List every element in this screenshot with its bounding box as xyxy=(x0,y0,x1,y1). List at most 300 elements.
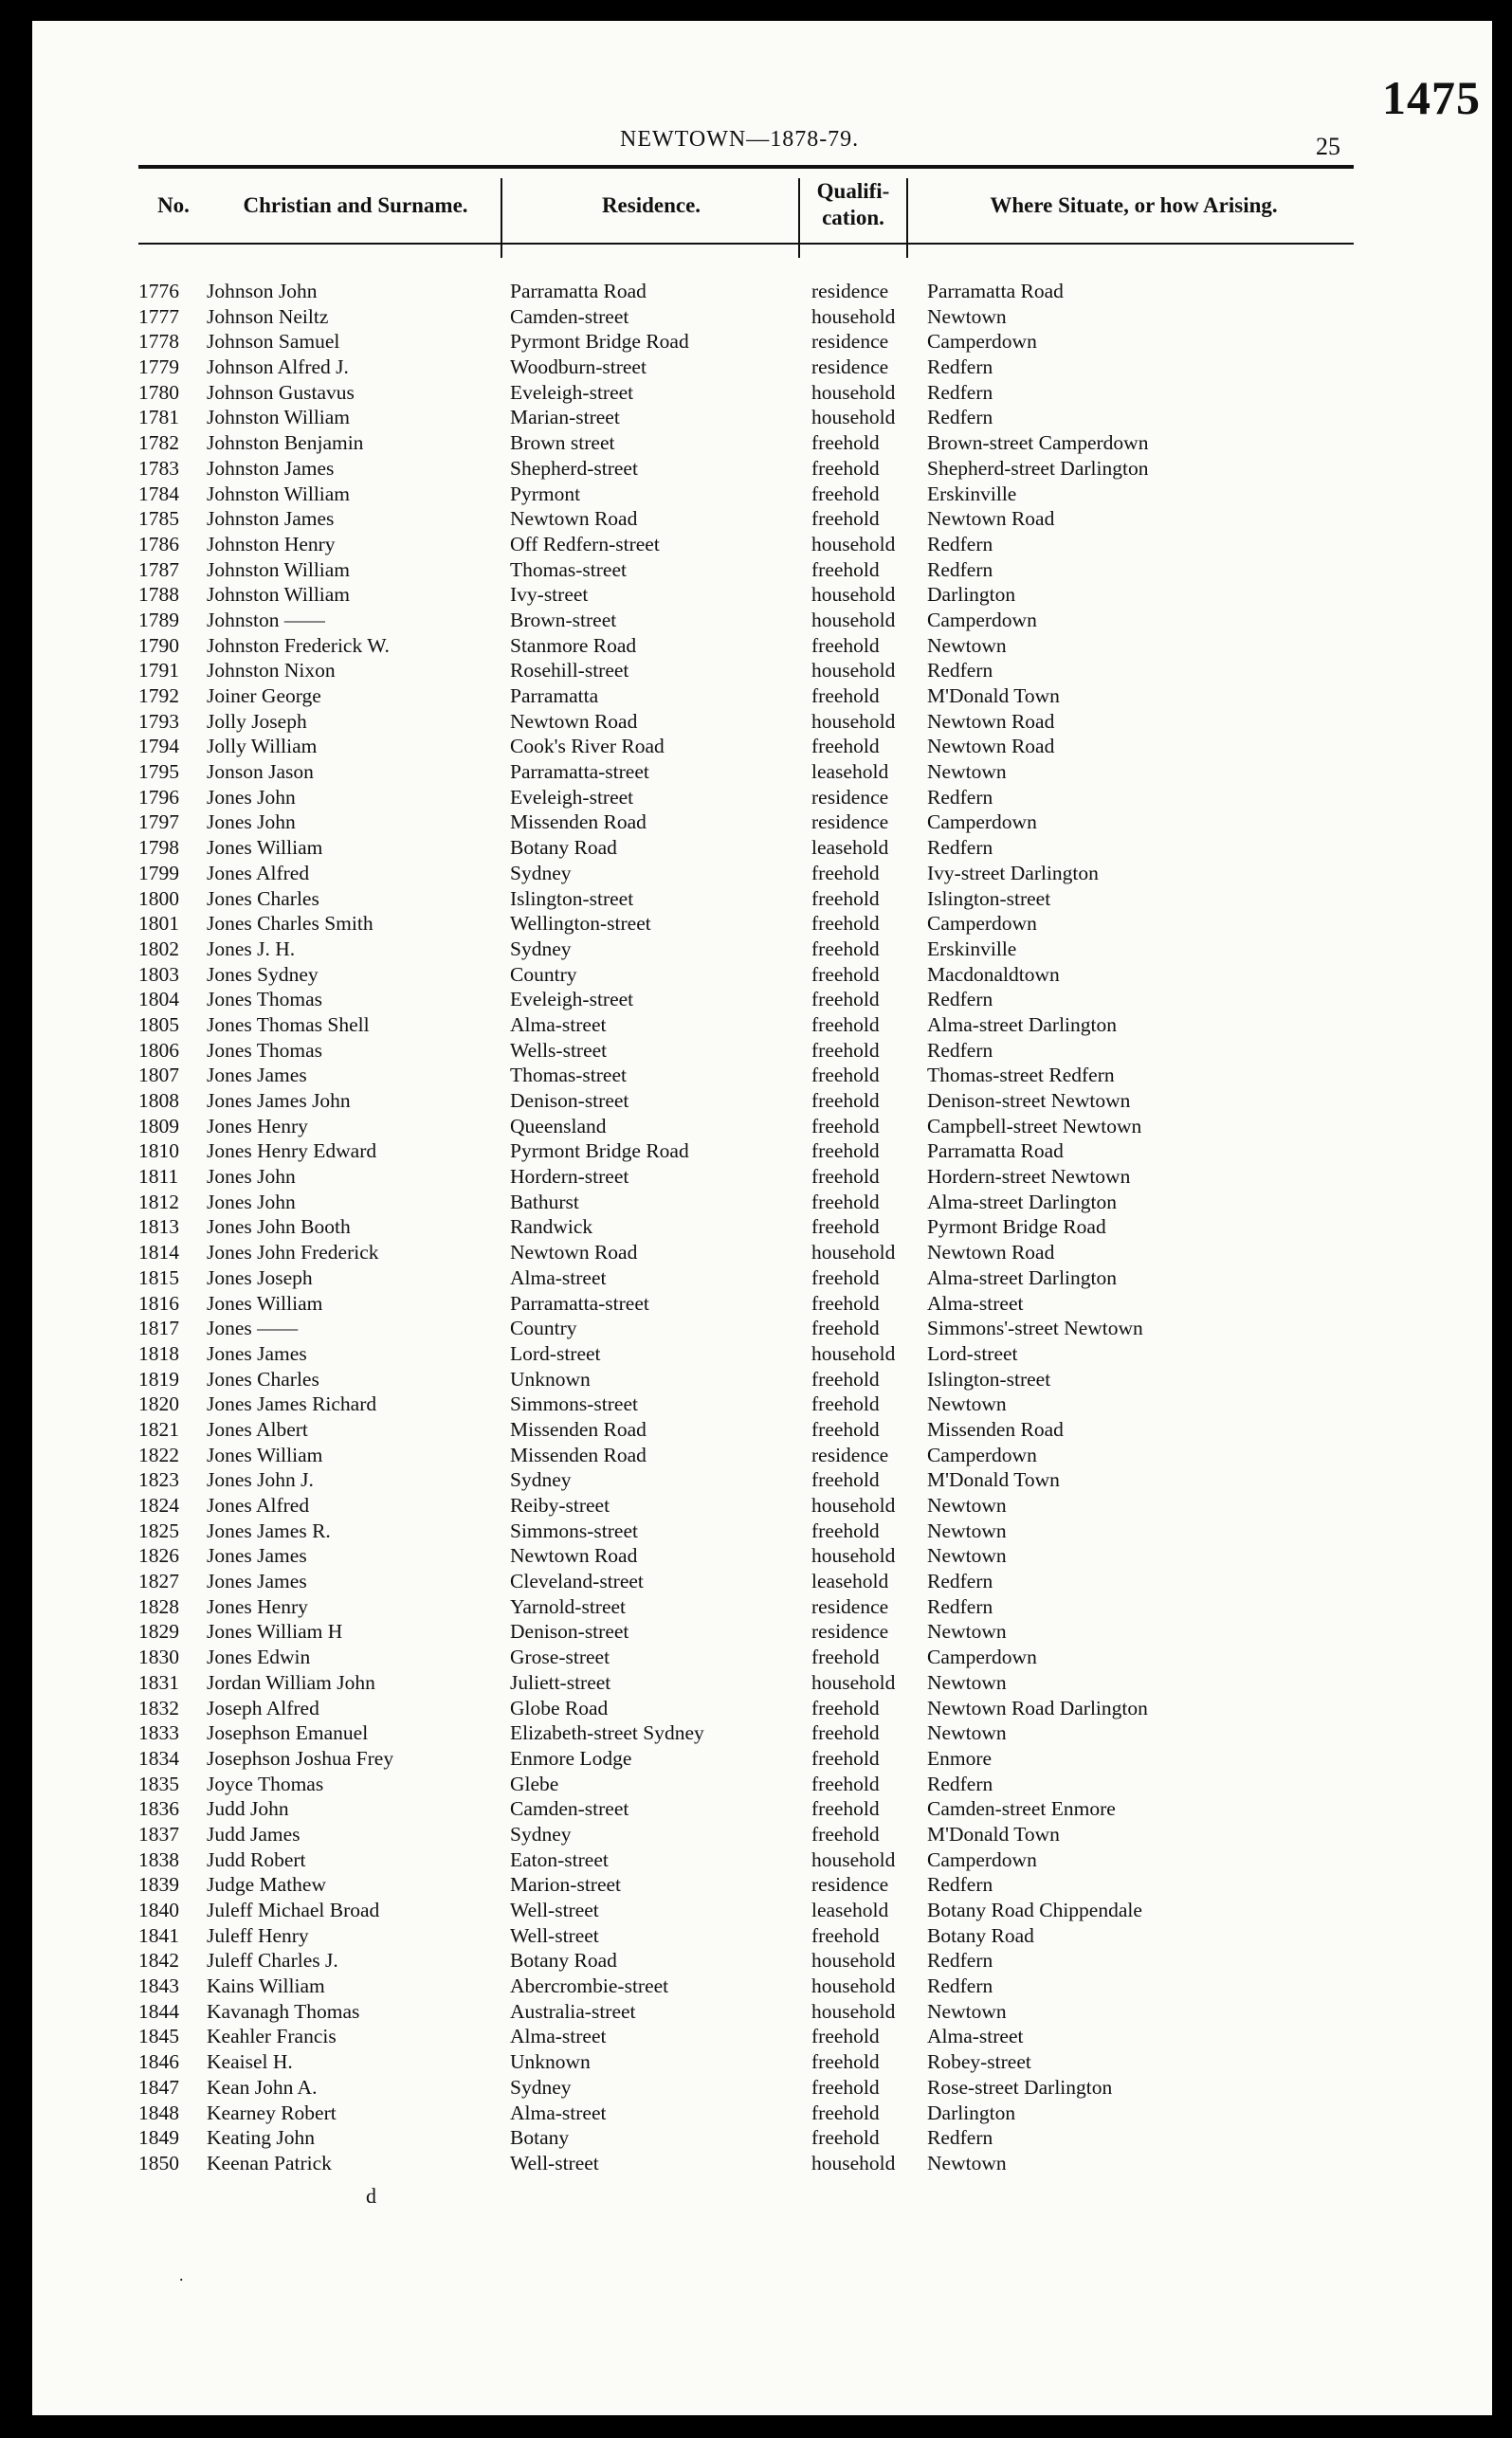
entry-residence: Camden-street xyxy=(510,1797,629,1821)
entry-qualification: freehold xyxy=(811,1772,880,1795)
entry-name: Jones Thomas xyxy=(207,988,323,1011)
entry-residence: Bathurst xyxy=(510,1190,579,1213)
entry-name: Jones John J. xyxy=(207,1468,314,1492)
entry-number: 1810 xyxy=(138,1139,179,1163)
entry-qualification: residence xyxy=(811,280,889,302)
entry-name: Jones William xyxy=(207,1291,323,1315)
entry-number: 1824 xyxy=(138,1494,179,1517)
entry-number: 1849 xyxy=(138,2126,179,2150)
entry-name: Jones James R. xyxy=(207,1519,331,1542)
entry-number: 1784 xyxy=(138,482,179,505)
entry-number: 1846 xyxy=(138,2050,179,2074)
entry-name: Judd James xyxy=(207,1822,301,1846)
entry-residence: Stanmore Road xyxy=(510,633,637,657)
entry-number: 1809 xyxy=(138,1114,179,1137)
entry-number: 1785 xyxy=(138,507,179,531)
page-number: 25 xyxy=(1316,133,1340,160)
entry-name: Johnson Alfred J. xyxy=(207,355,349,379)
entry-number: 1820 xyxy=(138,1392,179,1416)
entry-name: Jones James xyxy=(207,1341,307,1365)
entry-residence: Botany Road xyxy=(510,1949,617,1973)
table-row xyxy=(32,430,1492,456)
entry-name: Jones Alfred xyxy=(207,1494,310,1517)
entry-number: 1848 xyxy=(138,2101,179,2124)
entry-residence: Lord-street xyxy=(510,1341,601,1365)
table-row xyxy=(32,1594,1492,1620)
entry-situate: Camperdown xyxy=(927,810,1037,834)
entry-qualification: freehold xyxy=(811,1190,880,1213)
entry-residence: Country xyxy=(510,1317,577,1340)
entry-residence: Simmons-street xyxy=(510,1392,638,1416)
entry-name: Jones William xyxy=(207,1443,323,1466)
entry-name: Jones Joseph xyxy=(207,1265,313,1289)
entry-name: Jones John xyxy=(207,1165,296,1189)
entry-number: 1838 xyxy=(138,1847,179,1871)
entry-qualification: freehold xyxy=(811,1797,880,1821)
entry-qualification: freehold xyxy=(811,633,880,657)
table-row xyxy=(32,1948,1492,1974)
entry-situate: Redfern xyxy=(927,1974,993,1998)
entry-number: 1833 xyxy=(138,1721,179,1745)
entry-residence: Pyrmont Bridge Road xyxy=(510,330,689,354)
entry-situate: Redfern xyxy=(927,355,993,379)
entry-situate: Camperdown xyxy=(927,330,1037,354)
entry-number: 1831 xyxy=(138,1670,179,1694)
register-entries xyxy=(32,279,1492,2176)
entry-residence: Botany Road xyxy=(510,836,617,860)
table-row xyxy=(32,1138,1492,1164)
table-row xyxy=(32,329,1492,355)
entry-qualification: residence xyxy=(811,1594,889,1618)
register-page xyxy=(32,21,1492,2415)
entry-situate: Redfern xyxy=(927,1038,993,1062)
table-row xyxy=(32,1872,1492,1898)
entry-residence: Well-street xyxy=(510,2151,599,2174)
entry-residence: Glebe xyxy=(510,1772,559,1795)
entry-number: 1821 xyxy=(138,1417,179,1441)
table-row xyxy=(32,1670,1492,1696)
entry-qualification: freehold xyxy=(811,912,880,936)
entry-number: 1840 xyxy=(138,1899,179,1921)
entry-qualification: household xyxy=(811,1847,896,1871)
entry-qualification: residence xyxy=(811,1443,889,1466)
entry-qualification: household xyxy=(811,532,896,555)
entry-name: Joiner George xyxy=(207,684,321,707)
entry-number: 1827 xyxy=(138,1570,179,1593)
table-row xyxy=(32,1038,1492,1064)
entry-number: 1814 xyxy=(138,1241,179,1264)
entry-situate: Redfern xyxy=(927,1772,993,1795)
entry-number: 1788 xyxy=(138,583,179,607)
table-row xyxy=(32,456,1492,482)
entry-number: 1792 xyxy=(138,684,179,707)
entry-qualification: freehold xyxy=(811,1468,880,1492)
entry-number: 1793 xyxy=(138,709,179,733)
table-row xyxy=(32,2125,1492,2151)
table-row xyxy=(32,355,1492,380)
entry-situate: Alma-street Darlington xyxy=(927,1190,1118,1213)
table-row xyxy=(32,1746,1492,1772)
entry-qualification: freehold xyxy=(811,1317,880,1340)
entry-qualification: freehold xyxy=(811,1012,880,1036)
entry-number: 1842 xyxy=(138,1949,179,1973)
entry-residence: Randwick xyxy=(510,1215,593,1239)
entry-number: 1787 xyxy=(138,557,179,581)
entry-qualification: freehold xyxy=(811,2075,880,2099)
table-row xyxy=(32,1012,1492,1038)
table-row xyxy=(32,1367,1492,1392)
entry-name: Joyce Thomas xyxy=(207,1772,324,1795)
entry-situate: Darlington xyxy=(927,583,1016,607)
entry-number: 1828 xyxy=(138,1594,179,1618)
entry-qualification: freehold xyxy=(811,886,880,910)
entry-name: Juleff Henry xyxy=(207,1923,309,1947)
entry-situate: Alma-street xyxy=(927,1291,1024,1315)
entry-number: 1829 xyxy=(138,1620,179,1644)
entry-qualification: residence xyxy=(811,1620,889,1644)
entry-residence: Ivy-street xyxy=(510,583,589,607)
entry-situate: Parramatta Road xyxy=(927,280,1064,302)
table-row xyxy=(32,1923,1492,1949)
entry-qualification: freehold xyxy=(811,735,880,758)
entry-residence: Shepherd-street xyxy=(510,456,638,480)
entry-number: 1780 xyxy=(138,380,179,404)
entry-residence: Well-street xyxy=(510,1923,599,1947)
entry-number: 1802 xyxy=(138,937,179,960)
entry-qualification: residence xyxy=(811,330,889,354)
entry-name: Jones Sydney xyxy=(207,962,319,986)
entry-residence: Woodburn-street xyxy=(510,355,647,379)
entry-number: 1776 xyxy=(138,280,179,302)
entry-name: Jones Edwin xyxy=(207,1646,311,1669)
entry-qualification: freehold xyxy=(811,684,880,707)
entry-residence: Unknown xyxy=(510,2050,591,2074)
entry-residence: Alma-street xyxy=(510,2101,607,2124)
entry-name: Jones Thomas Shell xyxy=(207,1012,370,1036)
entry-residence: Eveleigh-street xyxy=(510,380,634,404)
entry-qualification: freehold xyxy=(811,1696,880,1719)
entry-name: Josephson Joshua Frey xyxy=(207,1746,394,1770)
entry-number: 1779 xyxy=(138,355,179,379)
entry-residence: Wells-street xyxy=(510,1038,608,1062)
entry-residence: Sydney xyxy=(510,861,572,884)
entry-qualification: household xyxy=(811,1494,896,1517)
entry-situate: Newtown xyxy=(927,760,1007,784)
entry-qualification: leasehold xyxy=(811,760,889,784)
entry-number: 1781 xyxy=(138,406,179,429)
table-row xyxy=(32,633,1492,659)
entry-number: 1823 xyxy=(138,1468,179,1492)
entry-residence: Eaton-street xyxy=(510,1847,609,1871)
table-row xyxy=(32,304,1492,330)
entry-name: Johnston William xyxy=(207,557,351,581)
entry-situate: Darlington xyxy=(927,2101,1016,2124)
table-row xyxy=(32,1392,1492,1417)
entry-residence: Missenden Road xyxy=(510,1443,647,1466)
entry-situate: Newtown Road xyxy=(927,735,1055,758)
column-header-no: No. xyxy=(157,193,190,217)
table-row xyxy=(32,1088,1492,1114)
entry-name: Jones James xyxy=(207,1570,307,1593)
entry-situate: Redfern xyxy=(927,1949,993,1973)
entry-number: 1789 xyxy=(138,608,179,631)
table-row xyxy=(32,911,1492,937)
entry-situate: Hordern-street Newtown xyxy=(927,1165,1131,1189)
entry-name: Kains William xyxy=(207,1974,325,1998)
entry-name: Jones Charles Smith xyxy=(207,912,373,936)
entry-number: 1830 xyxy=(138,1646,179,1669)
entry-qualification: freehold xyxy=(811,456,880,480)
entry-qualification: freehold xyxy=(811,1114,880,1137)
entry-number: 1813 xyxy=(138,1215,179,1239)
entry-residence: Newtown Road xyxy=(510,1544,638,1568)
entry-situate: Redfern xyxy=(927,1873,993,1897)
entry-number: 1812 xyxy=(138,1190,179,1213)
table-row xyxy=(32,785,1492,810)
entry-qualification: freehold xyxy=(811,1367,880,1391)
entry-situate: Brown-street Camperdown xyxy=(927,431,1149,455)
entry-qualification: freehold xyxy=(811,2101,880,2124)
entry-number: 1801 xyxy=(138,912,179,936)
entry-name: Johnston Henry xyxy=(207,532,336,555)
entry-qualification: freehold xyxy=(811,1139,880,1163)
column-header-name: Christian and Surname. xyxy=(243,193,468,217)
entry-number: 1825 xyxy=(138,1519,179,1542)
entry-residence: Pyrmont Bridge Road xyxy=(510,1139,689,1163)
entry-situate: Lord-street xyxy=(927,1341,1018,1365)
entry-number: 1805 xyxy=(138,1012,179,1036)
entry-number: 1836 xyxy=(138,1797,179,1821)
table-row xyxy=(32,2024,1492,2049)
entry-name: Jones Charles xyxy=(207,886,319,910)
entry-number: 1817 xyxy=(138,1317,179,1340)
entry-situate: Rose-street Darlington xyxy=(927,2075,1113,2099)
table-row xyxy=(32,987,1492,1012)
entry-situate: Missenden Road xyxy=(927,1417,1064,1441)
entry-residence: Pyrmont xyxy=(510,482,581,505)
entry-number: 1847 xyxy=(138,2075,179,2099)
entry-qualification: household xyxy=(811,406,896,429)
entry-number: 1806 xyxy=(138,1038,179,1062)
table-row xyxy=(32,482,1492,507)
table-row xyxy=(32,861,1492,886)
entry-qualification: freehold xyxy=(811,1822,880,1846)
entry-situate: Newtown xyxy=(927,1519,1007,1542)
entry-name: Jones James xyxy=(207,1544,307,1568)
entry-name: Jones William H xyxy=(207,1620,343,1644)
entry-situate: Newtown Road xyxy=(927,709,1055,733)
entry-residence: Eveleigh-street xyxy=(510,988,634,1011)
table-row xyxy=(32,1569,1492,1594)
entry-residence: Sydney xyxy=(510,937,572,960)
entry-residence: Thomas-street xyxy=(510,1064,627,1087)
table-row xyxy=(32,683,1492,709)
entry-qualification: freehold xyxy=(811,1038,880,1062)
entry-qualification: freehold xyxy=(811,1215,880,1239)
entry-qualification: freehold xyxy=(811,482,880,505)
entry-residence: Unknown xyxy=(510,1367,591,1391)
entry-situate: Erskinville xyxy=(927,937,1017,960)
entry-name: Jones Henry Edward xyxy=(207,1139,377,1163)
entry-residence: Alma-street xyxy=(510,2025,607,2048)
entry-situate: Newtown xyxy=(927,1999,1007,2023)
table-row xyxy=(32,2151,1492,2176)
entry-residence: Brown street xyxy=(510,431,615,455)
entry-qualification: freehold xyxy=(811,507,880,531)
entry-situate: Newtown Road xyxy=(927,1241,1055,1264)
table-row xyxy=(32,1063,1492,1088)
entry-qualification: leasehold xyxy=(811,1570,889,1593)
entry-qualification: freehold xyxy=(811,1646,880,1669)
table-row xyxy=(32,1190,1492,1215)
table-row xyxy=(32,380,1492,406)
entry-situate: Redfern xyxy=(927,557,993,581)
entry-situate: Redfern xyxy=(927,380,993,404)
table-row xyxy=(32,1467,1492,1493)
entry-residence: Missenden Road xyxy=(510,1417,647,1441)
table-row xyxy=(32,2101,1492,2126)
entry-name: Keahler Francis xyxy=(207,2025,337,2048)
entry-residence: Hordern-street xyxy=(510,1165,629,1189)
entry-situate: Islington-street xyxy=(927,1367,1051,1391)
table-row xyxy=(32,506,1492,532)
entry-qualification: residence xyxy=(811,355,889,379)
entry-residence: Eveleigh-street xyxy=(510,785,634,809)
column-header-qualification: Qualifi- cation. xyxy=(816,179,890,229)
entry-residence: Thomas-street xyxy=(510,557,627,581)
entry-situate: Redfern xyxy=(927,1570,993,1593)
entry-residence: Alma-street xyxy=(510,1265,607,1289)
entry-name: Keenan Patrick xyxy=(207,2151,332,2174)
entry-situate: Erskinville xyxy=(927,482,1017,505)
footer-mark: d xyxy=(366,2184,376,2208)
entry-name: Jones John xyxy=(207,1190,296,1213)
entry-residence: Newtown Road xyxy=(510,1241,638,1264)
entry-situate: Redfern xyxy=(927,836,993,860)
table-row xyxy=(32,1974,1492,1999)
table-row xyxy=(32,1796,1492,1822)
entry-situate: Alma-street Darlington xyxy=(927,1265,1118,1289)
table-row xyxy=(32,1291,1492,1317)
entry-qualification: household xyxy=(811,1341,896,1365)
entry-number: 1786 xyxy=(138,532,179,555)
entry-name: Jones Albert xyxy=(207,1417,308,1441)
entry-number: 1795 xyxy=(138,760,179,784)
entry-residence: Cook's River Road xyxy=(510,735,665,758)
entry-qualification: freehold xyxy=(811,1519,880,1542)
table-row xyxy=(32,1164,1492,1190)
entry-residence: Abercrombie-street xyxy=(510,1974,669,1998)
entry-number: 1835 xyxy=(138,1772,179,1795)
entry-qualification: freehold xyxy=(811,1265,880,1289)
entry-residence: Country xyxy=(510,962,577,986)
entry-number: 1807 xyxy=(138,1064,179,1087)
table-row xyxy=(32,1341,1492,1367)
entry-qualification: leasehold xyxy=(811,1899,889,1921)
entry-number: 1839 xyxy=(138,1873,179,1897)
table-row xyxy=(32,1114,1492,1139)
entry-name: Jones James Richard xyxy=(207,1392,377,1416)
entry-qualification: freehold xyxy=(811,1746,880,1770)
entry-qualification: household xyxy=(811,1974,896,1998)
entry-residence: Sydney xyxy=(510,1468,572,1492)
entry-name: Johnson Neiltz xyxy=(207,304,329,328)
entry-residence: Reiby-street xyxy=(510,1494,610,1517)
entry-number: 1815 xyxy=(138,1265,179,1289)
entry-qualification: freehold xyxy=(811,937,880,960)
entry-qualification: freehold xyxy=(811,2025,880,2048)
entry-number: 1816 xyxy=(138,1291,179,1315)
entry-situate: Camden-street Enmore xyxy=(927,1797,1116,1821)
entry-qualification: household xyxy=(811,380,896,404)
entry-qualification: household xyxy=(811,583,896,607)
table-row xyxy=(32,1519,1492,1544)
entry-name: Johnston Frederick W. xyxy=(207,633,390,657)
entry-situate: Botany Road Chippendale xyxy=(927,1899,1142,1921)
entry-situate: Alma-street Darlington xyxy=(927,1012,1118,1036)
entry-situate: Campbell-street Newtown xyxy=(927,1114,1142,1137)
entry-residence: Camden-street xyxy=(510,304,629,328)
header-divider-name xyxy=(501,178,502,258)
entry-number: 1834 xyxy=(138,1746,179,1770)
entry-residence: Marian-street xyxy=(510,406,620,429)
entry-qualification: residence xyxy=(811,1873,889,1897)
table-row xyxy=(32,1417,1492,1443)
entry-qualification: household xyxy=(811,1241,896,1264)
entry-qualification: leasehold xyxy=(811,836,889,860)
entry-residence: Elizabeth-street Sydney xyxy=(510,1721,704,1745)
table-row xyxy=(32,1543,1492,1569)
entry-residence: Rosehill-street xyxy=(510,659,629,682)
entry-situate: M'Donald Town xyxy=(927,1468,1060,1492)
entry-number: 1844 xyxy=(138,1999,179,2023)
entry-residence: Denison-street xyxy=(510,1620,629,1644)
entry-name: Jordan William John xyxy=(207,1670,375,1694)
entry-situate: M'Donald Town xyxy=(927,684,1060,707)
table-row xyxy=(32,1645,1492,1670)
entry-situate: Denison-street Newtown xyxy=(927,1089,1131,1112)
entry-name: Johnson Gustavus xyxy=(207,380,355,404)
entry-name: Johnston Nixon xyxy=(207,659,336,682)
entry-situate: Thomas-street Redfern xyxy=(927,1064,1115,1087)
table-row xyxy=(32,1898,1492,1923)
column-header-situate: Where Situate, or how Arising. xyxy=(990,193,1278,217)
entry-number: 1822 xyxy=(138,1443,179,1466)
entry-number: 1850 xyxy=(138,2151,179,2174)
entry-residence: Yarnold-street xyxy=(510,1594,627,1618)
entry-name: Jolly William xyxy=(207,735,318,758)
table-row xyxy=(32,658,1492,683)
entry-qualification: freehold xyxy=(811,1165,880,1189)
page-stamp: 1475 xyxy=(1382,71,1481,124)
table-row xyxy=(32,962,1492,988)
entry-situate: Alma-street xyxy=(927,2025,1024,2048)
entry-number: 1778 xyxy=(138,330,179,354)
entry-name: Keating John xyxy=(207,2126,316,2150)
entry-number: 1845 xyxy=(138,2025,179,2048)
entry-situate: Redfern xyxy=(927,2126,993,2150)
entry-name: Jones Alfred xyxy=(207,861,310,884)
header-divider-residence xyxy=(798,178,800,258)
entry-situate: Pyrmont Bridge Road xyxy=(927,1215,1106,1239)
entry-name: Johnston Benjamin xyxy=(207,431,364,455)
entry-residence: Well-street xyxy=(510,1899,599,1921)
entry-situate: Redfern xyxy=(927,406,993,429)
entry-qualification: household xyxy=(811,608,896,631)
entry-qualification: household xyxy=(811,304,896,328)
entry-qualification: freehold xyxy=(811,1392,880,1416)
entry-number: 1794 xyxy=(138,735,179,758)
